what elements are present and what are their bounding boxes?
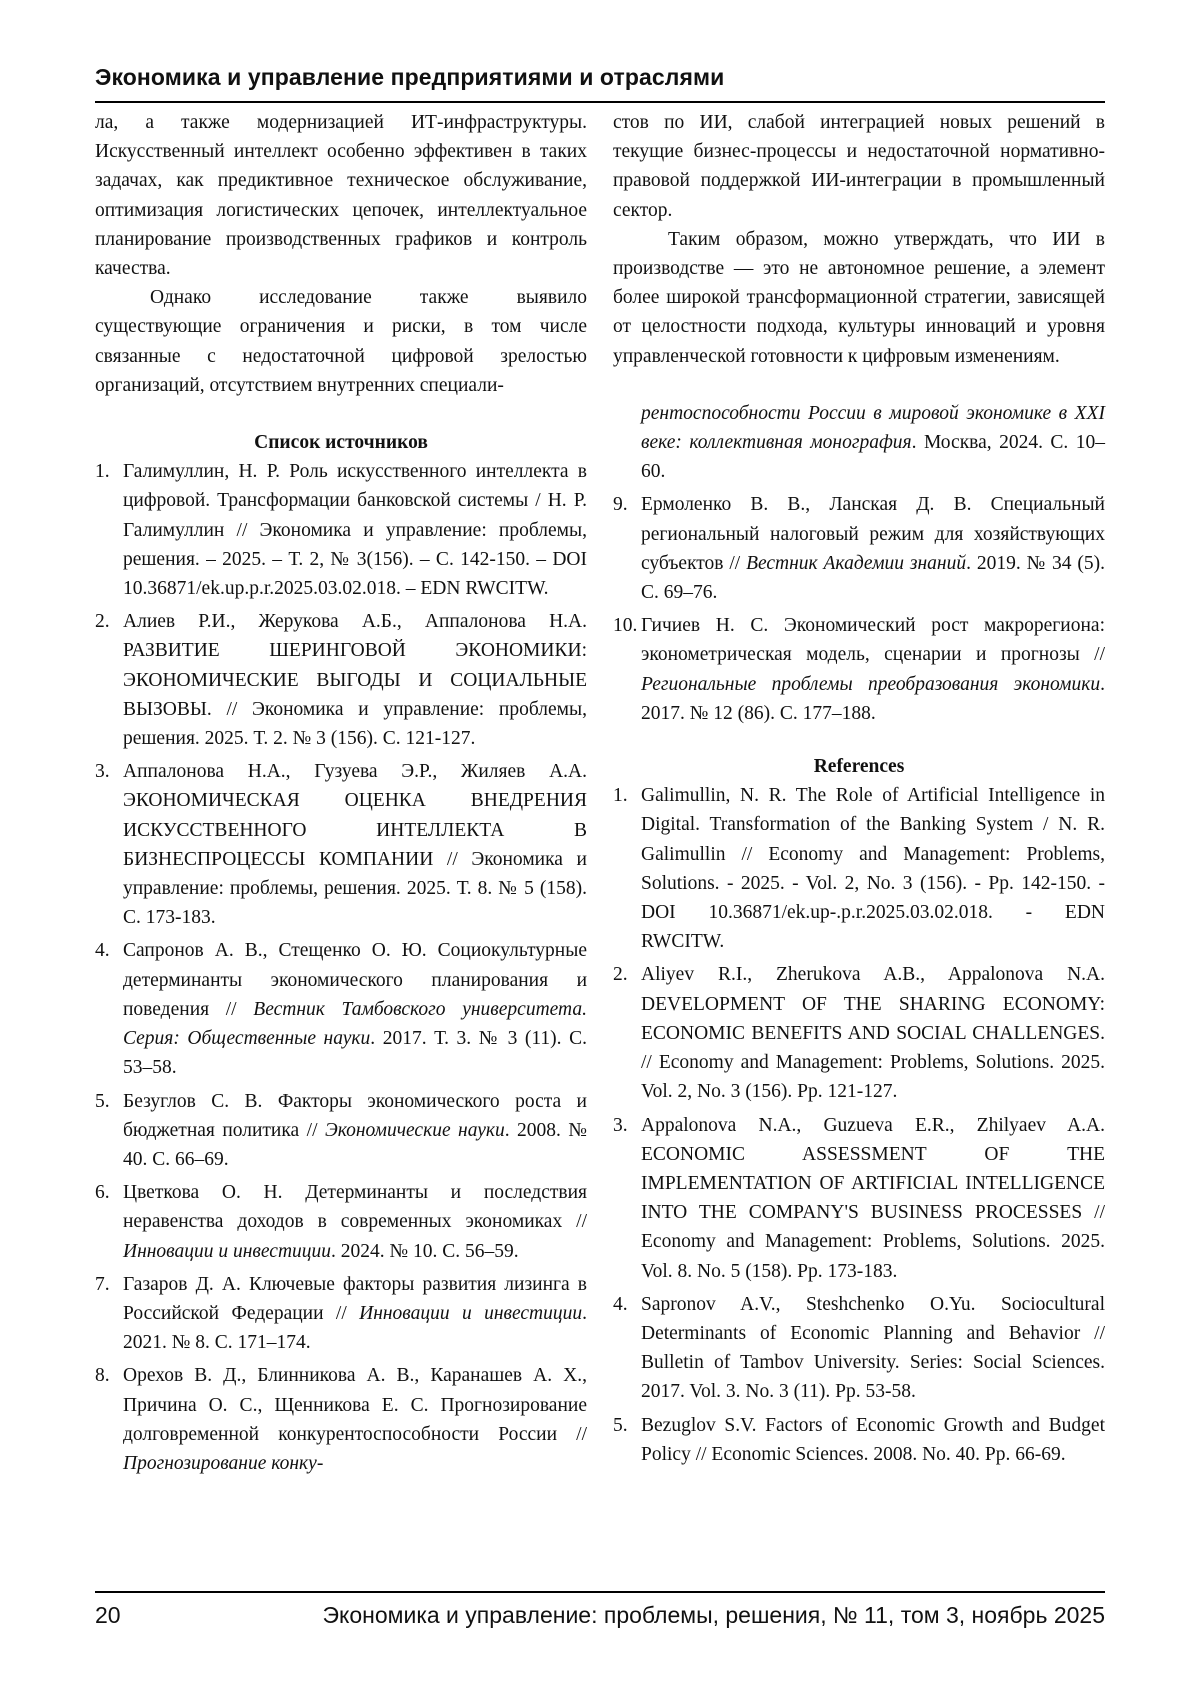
reference-italic: Экономические науки bbox=[324, 1119, 505, 1141]
list-item: 4. Сапронов А. В., Стещенко О. Ю. Социокультурные детерминанты экономического планирования и поведения // Вестник Тамбовского университета. Серия: Общественные науки. 2017. Т. 3. № 3 (11). С. 53–58. bbox=[95, 940, 587, 1079]
body-paragraph: Таким образом, можно утверждать, что ИИ в производстве — это не автономное решение, а элемент более широкой трансформационной стратегии, зависящей от целостности подхода, культуры инноваций и уровня управленческой готовности к цифровым изменениям. bbox=[613, 228, 1105, 367]
reference-italic: Региональные проблемы преобразования экономики bbox=[641, 673, 1101, 695]
references-heading: References bbox=[813, 756, 905, 778]
body-paragraph: стов по ИИ, слабой интеграцией новых решений в текущие бизнес-процессы и недостаточной нормативно-правовой поддержкой ИИ-интеграции в промышленный сектор. bbox=[613, 112, 1105, 221]
page-number: 20 bbox=[95, 1602, 121, 1628]
body-paragraph: Однако исследование также выявило существующие ограничения и риски, в том числе связанные с недостаточной цифровой зрелостью организаций, отсутствием внутренних специали- bbox=[95, 287, 587, 396]
sources-list bbox=[95, 457, 587, 1478]
header-rule bbox=[95, 101, 1105, 103]
list-item: 2. Aliyev R.I., Zherukova A.B., Appalonova N.A. DEVELOPMENT OF THE SHARING ECONOMY: ECONOMIC BENEFITS AND SOCIAL CHALLENGES. // Economy and Management: Problems, Solutions. 2025. Vol. 2, No. 3 (156). Pp. 121-127. bbox=[613, 964, 1105, 1103]
list-item: 4. Sapronov A.V., Steshchenko O.Yu. Sociocultural Determinants of Economic Planning and Behavior // Bulletin of Tambov University. Series: Social Sciences. 2017. Vol. 3. No. 3 (11). Pp. 53-58. bbox=[613, 1293, 1105, 1403]
list-item: 6. Цветкова О. Н. Детерминанты и последствия неравенства доходов в современных экономиках // Инновации и инвестиции. 2024. № 10. С. 56–59. bbox=[95, 1182, 587, 1262]
right-column bbox=[613, 108, 1105, 1473]
running-header: Экономика и управление предприятиями и отраслями bbox=[95, 64, 725, 90]
references-list bbox=[613, 781, 1105, 1469]
list-item: 5. Безуглов С. В. Факторы экономического роста и бюджетная политика // Экономические науки. 2008. № 40. С. 66–69. bbox=[95, 1090, 587, 1170]
list-item: 3. Appalonova N.A., Guzueva E.R., Zhilyaev A.A. ECONOMIC ASSESSMENT OF THE IMPLEMENTATION OF ARTIFICIAL INTELLIGENCE INTO THE COMPANY'S BUSINESS PROCESSES // Economy and Management: Problems, Solutions. 2025. Vol. 8. No. 5 (158). Pp. 173-183. bbox=[613, 1114, 1105, 1282]
list-item: 9. Ермоленко В. В., Ланская Д. В. Специальный региональный налоговый режим для хозяйствующих субъектов // Вестник Академии знаний. 2019. № 34 (5). С. 69–76. bbox=[613, 494, 1106, 604]
list-item: рентоспособности России в мировой экономике в XXI веке: коллективная монография. Москва, 2024. С. 10–60. bbox=[641, 402, 1105, 483]
list-item: 3. Аппалонова Н.А., Гузуева Э.Р., Жиляев А.А. ЭКОНОМИЧЕСКАЯ ОЦЕНКА ВНЕДРЕНИЯ ИСКУССТВЕННОГО ИНТЕЛЛЕКТА В БИЗНЕСПРОЦЕССЫ КОМПАНИИ // Экономика и управление: проблемы, решения. 2025. Т. 8. № 5 (158). С. 173-183. bbox=[95, 761, 587, 929]
sources-list-right bbox=[613, 490, 1105, 728]
reference-italic: рентоспособности России в мировой экономике в XXI веке: коллективная монография bbox=[641, 402, 1105, 454]
journal-citation: Экономика и управление: проблемы, решения, № 11, том 3, ноябрь 2025 bbox=[322, 1602, 1105, 1628]
reference-italic: Прогнозирование конку- bbox=[123, 1452, 324, 1474]
running-footer bbox=[95, 1602, 1105, 1629]
sources-heading: Список источников bbox=[254, 432, 428, 454]
reference-italic: Вестник Тамбовского университета. Серия: Общественные науки bbox=[123, 998, 587, 1050]
footer-rule bbox=[95, 1591, 1105, 1593]
list-item: 1. Галимуллин, Н. Р. Роль искусственного интеллекта в цифровой. Трансформации банковской системы / Н. Р. Галимуллин // Экономика и управление: проблемы, решения. – 2025. – Т. 2, № 3(156). – С. 142-150. – DOI 10.36871/ek.up.p.r.2025.03.02.018. – EDN RWCITW. bbox=[95, 461, 587, 600]
body-paragraph: ла, а также модернизацией ИТ-инфраструктуры. Искусственный интеллект особенно эффективен в таких задачах, как предиктивное техническое обслуживание, оптимизация логистических цепочек, интеллектуальное планирование производственных графиков и контроль качества. bbox=[95, 112, 587, 280]
list-item: 8. Орехов В. Д., Блинникова А. В., Каранашев А. Х., Причина О. С., Щенникова Е. С. Прогнозирование долговременной конкурентоспособности России // Прогнозирование конку- bbox=[95, 1365, 587, 1474]
reference-italic: Вестник Академии знаний bbox=[746, 552, 967, 574]
list-item: 1. Galimullin, N. R. The Role of Artificial Intelligence in Digital. Transformation of the Banking System / N. R. Galimullin // Economy and Management: Problems, Solutions. - 2025. - Vol. 2, No. 3 (156). - Pp. 142-150. - DOI 10.36871/ek.up-.p.r.2025.03.02.018. - EDN RWCITW. bbox=[613, 785, 1105, 953]
sources-list-continued bbox=[613, 399, 1105, 487]
list-item: 5. Bezuglov S.V. Factors of Economic Growth and Budget Policy // Economic Sciences. 2008. No. 40. Pp. 66-69. bbox=[613, 1414, 1105, 1465]
list-item: 10. Гичиев Н. С. Экономический рост макрорегиона: эконометрическая модель, сценарии и прогнозы // Региональные проблемы преобразования экономики. 2017. № 12 (86). С. 177–188. bbox=[613, 615, 1105, 724]
reference-italic: Инновации и инвестиции bbox=[123, 1240, 332, 1262]
list-item: 2. Алиев Р.И., Жерукова А.Б., Аппалонова Н.А. РАЗВИТИЕ ШЕРИНГОВОЙ ЭКОНОМИКИ: ЭКОНОМИЧЕСКИЕ ВЫГОДЫ И СОЦИАЛЬНЫЕ ВЫЗОВЫ. // Экономика и управление: проблемы, решения. 2025. Т. 2. № 3 (156). С. 121-127. bbox=[95, 611, 587, 750]
reference-italic: Инновации и инвестиции bbox=[359, 1302, 583, 1324]
list-item: 7. Газаров Д. А. Ключевые факторы развития лизинга в Российской Федерации // Инновации и инвестиции. 2021. № 8. С. 171–174. bbox=[95, 1273, 587, 1354]
left-column bbox=[95, 108, 587, 1482]
